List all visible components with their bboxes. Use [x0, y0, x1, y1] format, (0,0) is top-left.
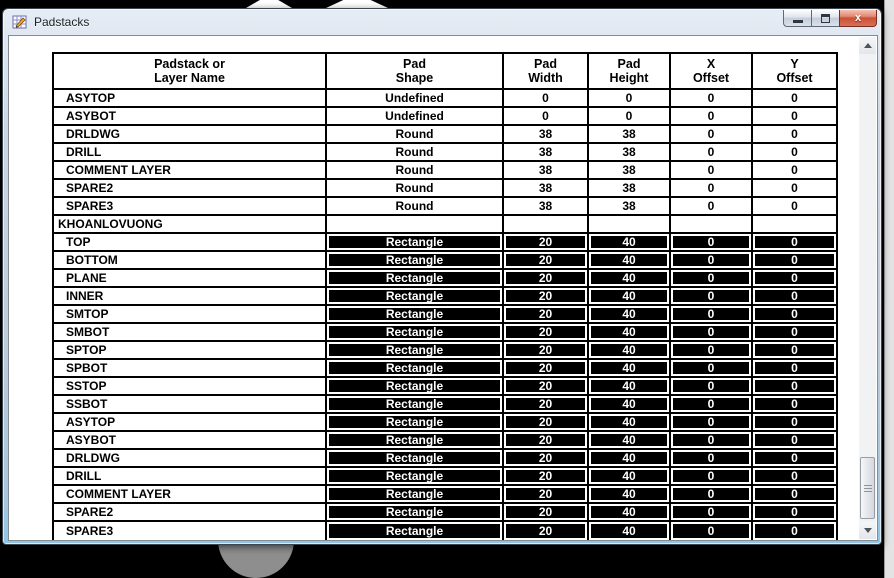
caption-buttons	[783, 10, 877, 27]
header-layer-name: Padstack or Layer Name	[54, 54, 327, 88]
x-offset-cell: 0	[671, 396, 753, 412]
pad-shape-cell: Rectangle	[327, 360, 504, 376]
table-body	[54, 90, 836, 540]
maximize-icon	[821, 14, 830, 23]
padstack-name-cell: SPTOP	[54, 342, 327, 358]
x-offset-cell: 0	[671, 432, 753, 448]
padstack-name-cell: DRILL	[54, 144, 327, 160]
table-row[interactable]	[54, 270, 836, 288]
padstack-table	[52, 52, 838, 541]
x-offset-cell: 0	[671, 234, 753, 250]
table-row[interactable]	[54, 216, 836, 234]
maximize-button[interactable]	[811, 10, 839, 27]
pad-shape-cell: Undefined	[327, 90, 504, 106]
x-offset-cell: 0	[671, 306, 753, 322]
table-row[interactable]	[54, 360, 836, 378]
x-offset-cell: 0	[671, 522, 753, 540]
minimize-button[interactable]	[783, 10, 811, 27]
minimize-icon	[793, 20, 803, 23]
pad-width-cell: 38	[504, 162, 589, 178]
table-row[interactable]	[54, 126, 836, 144]
pad-height-cell: 40	[589, 378, 671, 394]
y-offset-cell: 0	[753, 378, 836, 394]
y-offset-cell: 0	[791, 181, 798, 195]
padstack-name-cell: ASYTOP	[54, 90, 327, 106]
vertical-scrollbar[interactable]	[859, 37, 876, 539]
pad-height-cell: 40	[589, 234, 671, 250]
pad-width-cell: 38	[504, 198, 589, 214]
x-offset-cell: 0	[671, 450, 753, 466]
scroll-up-button[interactable]	[859, 37, 876, 54]
pad-width-cell: 20	[504, 234, 589, 250]
table-row[interactable]	[54, 504, 836, 522]
padstack-name-cell: DRILL	[54, 468, 327, 484]
padstack-name-cell: COMMENT LAYER	[54, 486, 327, 502]
pad-shape-cell: Round	[327, 162, 504, 178]
pad-height-cell	[589, 216, 671, 232]
pad-height-cell: 40	[589, 270, 671, 286]
pad-shape-cell: Round	[327, 126, 504, 142]
pad-height-cell: 40	[589, 486, 671, 502]
pad-shape-cell: Rectangle	[327, 414, 504, 430]
pad-height-cell: 40	[589, 396, 671, 412]
pad-height-cell: 40	[589, 450, 671, 466]
table-row[interactable]	[54, 396, 836, 414]
x-offset-cell: 0	[671, 288, 753, 304]
pad-width-cell: 20	[504, 342, 589, 358]
table-row[interactable]	[54, 378, 836, 396]
padstack-name-cell: SPARE2	[54, 180, 327, 196]
y-offset-cell: 0	[791, 91, 798, 105]
padstack-name-cell: SSBOT	[54, 396, 327, 412]
pad-shape-cell: Rectangle	[327, 396, 504, 412]
x-offset-cell: 0	[671, 252, 753, 268]
arrow-up-icon	[864, 43, 872, 48]
y-offset-cell: 0	[753, 306, 836, 322]
pad-width-cell: 38	[504, 180, 589, 196]
pad-shape-cell: Rectangle	[327, 486, 504, 502]
pad-width-cell: 20	[504, 468, 589, 484]
x-offset-cell: 0	[671, 504, 753, 520]
pad-width-cell: 0	[504, 108, 589, 124]
pad-width-cell: 20	[504, 522, 589, 540]
y-offset-cell: 0	[753, 342, 836, 358]
padstack-name-cell: SPARE3	[54, 198, 327, 214]
header-x-offset: X Offset	[671, 54, 753, 88]
x-offset-cell: 0	[671, 198, 753, 214]
pad-height-cell: 40	[589, 360, 671, 376]
pad-shape-cell: Rectangle	[327, 432, 504, 448]
y-offset-cell: 0	[791, 127, 798, 141]
background-letter-shape	[326, 0, 388, 8]
pad-shape-cell: Undefined	[327, 108, 504, 124]
pad-height-cell: 40	[589, 252, 671, 268]
pad-shape-cell: Rectangle	[327, 342, 504, 358]
pad-height-cell: 40	[589, 288, 671, 304]
table-row[interactable]	[54, 306, 836, 324]
padstack-name-cell: SPARE3	[54, 522, 327, 540]
pad-height-cell: 38	[589, 144, 671, 160]
padstack-name-cell: BOTTOM	[54, 252, 327, 268]
background-letter-shape	[246, 0, 292, 8]
table-header-row	[54, 54, 836, 90]
y-offset-cell: 0	[753, 468, 836, 484]
y-offset-cell: 0	[791, 145, 798, 159]
pad-width-cell: 20	[504, 378, 589, 394]
y-offset-cell: 0	[753, 414, 836, 430]
table-row[interactable]	[54, 414, 836, 432]
table-row[interactable]	[54, 252, 836, 270]
padstack-name-cell: ASYBOT	[54, 432, 327, 448]
window-title: Padstacks	[34, 15, 90, 29]
table-row[interactable]	[54, 486, 836, 504]
pad-shape-cell: Rectangle	[327, 450, 504, 466]
header-pad-shape: Pad Shape	[327, 54, 504, 88]
x-offset-cell: 0	[671, 342, 753, 358]
scrollbar-thumb[interactable]	[860, 457, 875, 519]
y-offset-cell: 0	[753, 396, 836, 412]
pad-height-cell: 40	[589, 468, 671, 484]
pad-height-cell: 40	[589, 414, 671, 430]
y-offset-cell: 0	[753, 486, 836, 502]
pad-width-cell: 20	[504, 252, 589, 268]
pad-width-cell: 20	[504, 396, 589, 412]
pad-width-cell: 20	[504, 306, 589, 322]
padstack-name-cell: COMMENT LAYER	[54, 162, 327, 178]
padstack-name-cell: ASYBOT	[54, 108, 327, 124]
header-pad-width: Pad Width	[504, 54, 589, 88]
y-offset-cell: 0	[753, 360, 836, 376]
pad-width-cell: 20	[504, 504, 589, 520]
pad-height-cell: 40	[589, 522, 671, 540]
header-pad-height: Pad Height	[589, 54, 671, 88]
pad-width-cell: 20	[504, 432, 589, 448]
padstack-name-cell: DRLDWG	[54, 126, 327, 142]
title-bar[interactable]	[3, 9, 881, 35]
x-offset-cell: 0	[671, 180, 753, 196]
pad-shape-cell: Rectangle	[327, 522, 504, 540]
pad-height-cell: 0	[589, 108, 671, 124]
pad-shape-cell: Rectangle	[327, 324, 504, 340]
pad-shape-cell: Rectangle	[327, 378, 504, 394]
pad-shape-cell: Rectangle	[327, 234, 504, 250]
x-offset-cell: 0	[671, 270, 753, 286]
y-offset-cell: 0	[791, 199, 798, 213]
y-offset-cell: 0	[753, 234, 836, 250]
table-row[interactable]	[54, 180, 836, 198]
padstack-name-cell: SMTOP	[54, 306, 327, 322]
pad-height-cell: 38	[589, 198, 671, 214]
pad-width-cell	[504, 216, 589, 232]
padstack-name-cell: PLANE	[54, 270, 327, 286]
pad-width-cell: 38	[504, 144, 589, 160]
x-offset-cell: 0	[671, 90, 753, 106]
x-offset-cell: 0	[671, 126, 753, 142]
pad-shape-cell: Rectangle	[327, 288, 504, 304]
padstack-name-cell: SPARE2	[54, 504, 327, 520]
pad-width-cell: 20	[504, 270, 589, 286]
table-row[interactable]	[54, 144, 836, 162]
x-offset-cell: 0	[671, 378, 753, 394]
padstack-name-cell: SMBOT	[54, 324, 327, 340]
pad-shape-cell: Rectangle	[327, 252, 504, 268]
pad-height-cell: 40	[589, 342, 671, 358]
x-offset-cell: 0	[671, 486, 753, 502]
pad-shape-cell: Rectangle	[327, 306, 504, 322]
padstack-name-cell: INNER	[54, 288, 327, 304]
pad-height-cell: 40	[589, 324, 671, 340]
padstacks-app-icon	[12, 14, 28, 30]
x-offset-cell: 0	[671, 468, 753, 484]
table-row[interactable]	[54, 432, 836, 450]
x-offset-cell: 0	[671, 162, 753, 178]
pad-height-cell: 40	[589, 432, 671, 448]
pad-width-cell: 20	[504, 360, 589, 376]
x-offset-cell: 0	[671, 414, 753, 430]
table-row[interactable]	[54, 198, 836, 216]
y-offset-cell: 0	[753, 522, 836, 540]
padstack-name-cell: SSTOP	[54, 378, 327, 394]
pad-shape-cell: Round	[327, 180, 504, 196]
pad-shape-cell	[327, 216, 504, 232]
close-button[interactable]	[839, 10, 877, 27]
pad-shape-cell: Rectangle	[327, 504, 504, 520]
y-offset-cell: 0	[753, 324, 836, 340]
close-icon: x	[854, 11, 862, 24]
pad-width-cell: 20	[504, 324, 589, 340]
x-offset-cell	[671, 216, 753, 232]
y-offset-cell: 0	[753, 270, 836, 286]
padstack-name-cell: ASYTOP	[54, 414, 327, 430]
x-offset-cell: 0	[671, 324, 753, 340]
pad-width-cell: 20	[504, 450, 589, 466]
pad-shape-cell: Rectangle	[327, 468, 504, 484]
x-offset-cell: 0	[671, 144, 753, 160]
x-offset-cell: 0	[671, 360, 753, 376]
pad-height-cell: 38	[589, 180, 671, 196]
header-y-offset: Y Offset	[776, 57, 813, 85]
y-offset-cell: 0	[753, 450, 836, 466]
pad-height-cell: 40	[589, 306, 671, 322]
padstack-name-cell: TOP	[54, 234, 327, 250]
table-row[interactable]	[54, 90, 836, 108]
pad-width-cell: 20	[504, 288, 589, 304]
pad-width-cell: 20	[504, 486, 589, 502]
padstack-name-cell: SPBOT	[54, 360, 327, 376]
table-row[interactable]	[54, 108, 836, 126]
pad-height-cell: 0	[589, 90, 671, 106]
table-row[interactable]	[54, 324, 836, 342]
table-row[interactable]	[54, 342, 836, 360]
table-row[interactable]	[54, 468, 836, 486]
pad-height-cell: 38	[589, 162, 671, 178]
pad-shape-cell: Round	[327, 144, 504, 160]
y-offset-cell: 0	[753, 252, 836, 268]
scroll-down-button[interactable]	[859, 522, 876, 539]
y-offset-cell: 0	[791, 109, 798, 123]
y-offset-cell: 0	[753, 504, 836, 520]
table-row[interactable]	[54, 234, 836, 252]
pad-width-cell: 38	[504, 126, 589, 142]
table-row[interactable]	[54, 522, 836, 540]
y-offset-cell: 0	[753, 288, 836, 304]
table-row[interactable]	[54, 288, 836, 306]
pad-width-cell: 20	[504, 414, 589, 430]
padstack-name-cell: KHOANLOVUONG	[54, 216, 327, 232]
x-offset-cell: 0	[671, 108, 753, 124]
pad-height-cell: 40	[589, 504, 671, 520]
padstacks-window	[2, 8, 882, 545]
padstack-name-cell: DRLDWG	[54, 450, 327, 466]
y-offset-cell: 0	[791, 163, 798, 177]
pad-shape-cell: Round	[327, 198, 504, 214]
background-window-edge	[884, 0, 894, 578]
y-offset-cell: 0	[753, 432, 836, 448]
client-area	[8, 35, 878, 541]
y-offset-cell	[753, 216, 836, 232]
pad-width-cell: 0	[504, 90, 589, 106]
table-row[interactable]	[54, 450, 836, 468]
pad-height-cell: 38	[589, 126, 671, 142]
table-row[interactable]	[54, 162, 836, 180]
pad-shape-cell: Rectangle	[327, 270, 504, 286]
arrow-down-icon	[864, 528, 872, 533]
